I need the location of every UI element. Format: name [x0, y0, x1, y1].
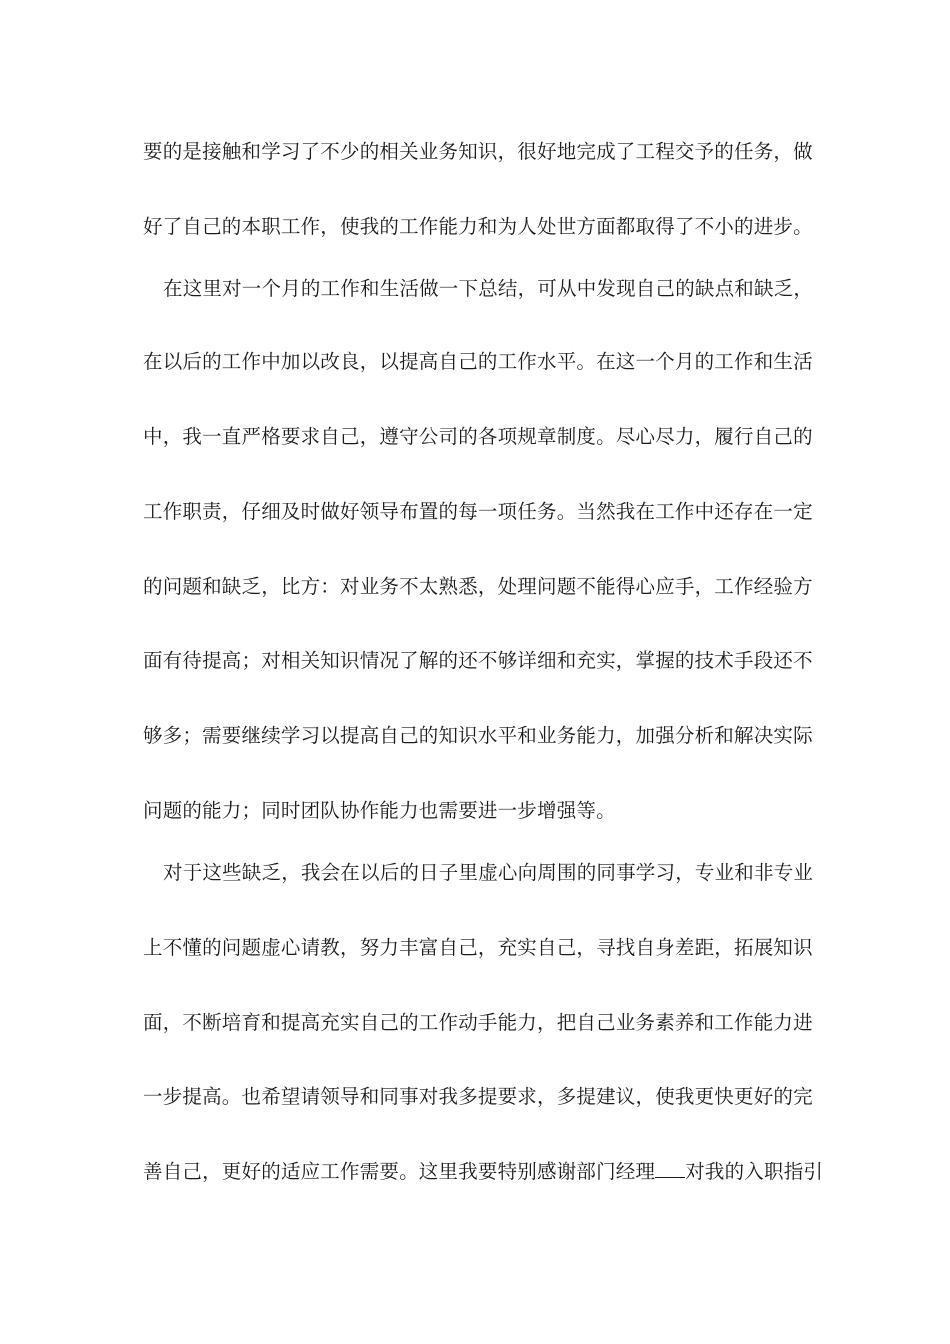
text-line-14: 一步提高。也希望请领导和同事对我多提要求，多提建议，使我更快更好的完: [143, 1085, 813, 1108]
text-line-6: 工作职责，仔细及时做好领导布置的每一项任务。当然我在工作中还存在一定: [143, 500, 813, 523]
paragraph-2-line-1: 在这里对一个月的工作和生活做一下总结，可从中发现自己的缺点和缺乏，: [163, 277, 814, 300]
text-line-4: 在以后的工作中加以改良，以提高自己的工作水平。在这一个月的工作和生活: [143, 350, 813, 373]
text-line-13: 面，不断培育和提高充实自己的工作动手能力，把自己业务素养和工作能力进: [143, 1011, 813, 1034]
text-line-10: 问题的能力；同时团队协作能力也需要进一步增强等。: [143, 799, 616, 822]
text-line-1: 要的是接触和学习了不少的相关业务知识，很好地完成了工程交予的任务，做: [143, 140, 813, 163]
paragraph-3-line-1: 对于这些缺乏，我会在以后的日子里虚心向周围的同事学习，专业和非专业: [163, 861, 814, 884]
text-line-15: [143, 1160, 824, 1183]
text-line-2: 好了自己的本职工作，使我的工作能力和为人处世方面都取得了不小的进步。: [143, 215, 813, 238]
text-line-9: 够多；需要继续学习以提高自己的知识水平和业务能力，加强分析和解决实际: [143, 724, 813, 747]
text-line-12: 上不懂的问题虚心请教，努力丰富自己，充实自己，寻找自身差距，拓展知识: [143, 936, 813, 959]
text-line-8: 面有待提高；对相关知识情况了解的还不够详细和充实，掌握的技术手段还不: [143, 649, 813, 672]
text-line-15-after-blank: 对我的入职指引: [685, 1160, 824, 1183]
text-line-5: 中，我一直严格要求自己，遵守公司的各项规章制度。尽心尽力，履行自己的: [143, 425, 813, 448]
fill-in-blank: [655, 1163, 685, 1178]
text-line-7: 的问题和缺乏，比方：对业务不太熟悉，处理问题不能得心应手，工作经验方: [143, 575, 813, 598]
text-line-15-before-blank: 善自己，更好的适应工作需要。这里我要特别感谢部门经理: [143, 1160, 656, 1183]
